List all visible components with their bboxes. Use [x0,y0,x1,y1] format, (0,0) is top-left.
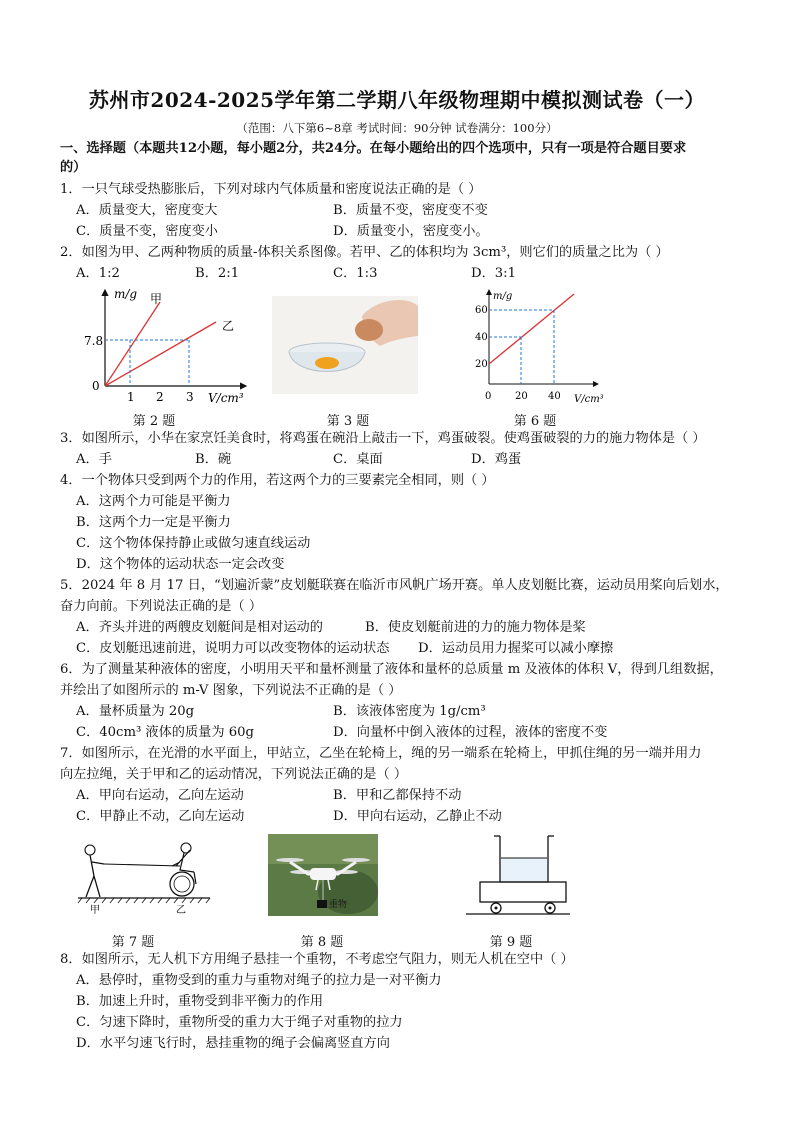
question-1-stem: 1．一只气球受热膨胀后，下列对球内气体质量和密度说法正确的是（ ） [60,182,482,197]
y-axis-label: m/g [493,291,513,302]
question-5-stem-cont: 奋力向前。下列说法正确的是（ ） [60,599,263,614]
question-9-figure [462,830,574,920]
egg [355,319,383,341]
exam-subtitle: （范围：八下第6~8章 考试时间：90分钟 试卷满分：100分） [236,121,558,135]
question-5-option-d: D．运动员用力握桨可以减小摩擦 [418,641,614,656]
figure-2-caption: 第 2 题 [132,414,176,429]
x-tick-label-3: 3 [186,390,194,404]
question-3-option-b: B．碗 [195,452,232,467]
origin-label: 0 [92,379,100,393]
weight-label: 重物 [329,900,348,910]
rope [104,864,180,866]
y-tick-20: 20 [475,359,488,370]
question-3-option-c: C．桌面 [333,452,383,467]
question-4-option-b: B．这两个力一定是平衡力 [76,515,231,530]
question-3-option-a: A．手 [76,452,112,467]
beaker-liquid [501,858,547,881]
label-b: 乙 [176,905,186,916]
exam-title: 苏州市2024-2025学年第二学期八年级物理期中模拟测试卷（一） [88,88,706,112]
question-2-option-d: D．3:1 [471,266,516,281]
x-tick-20: 20 [515,391,528,402]
question-8-stem: 8．如图所示，无人机下方用绳子悬挂一个重物，不考虑空气阻力，则无人机在空中（ ） [60,952,574,967]
x-tick-40: 40 [548,391,561,402]
person-a-head [85,845,95,855]
question-8-option-b: B．加速上升时，重物受到非平衡力的作用 [76,994,324,1009]
question-7-option-b: B．甲和乙都保持不动 [333,788,462,803]
figure-6-caption: 第 6 题 [513,414,557,429]
question-8-option-a: A．悬停时，重物受到的重力与重物对绳子的拉力是一对平衡力 [76,973,442,988]
question-3-photo [272,296,418,394]
question-2-graph [84,284,254,406]
question-6-option-a: A．量杯质量为 20g [76,704,195,719]
question-4-stem: 4．一个物体只受到两个力的作用，若这两个力的三要素完全相同，则（ ） [60,473,495,488]
question-4-option-a: A．这两个力可能是平衡力 [76,494,231,509]
question-3-stem: 3．如图所示，小华在家烹饪美食时，将鸡蛋在碗沿上敲击一下，鸡蛋破裂。使鸡蛋破裂的力的施力物体是（ ） [60,431,706,446]
question-7-option-d: D．甲向右运动，乙静止不动 [333,809,502,824]
wheelchair-hub [174,876,190,892]
question-7-stem: 7．如图所示，在光滑的水平面上，甲站立，乙坐在轮椅上，绳的另一端系在轮椅上，甲抓住绳的另一端并用力 [60,746,702,761]
question-5-option-b: B．使皮划艇前进的力的施力物体是桨 [365,620,586,635]
question-5-stem: 5．2024 年 8 月 17 日，“划遍沂蒙”皮划艇联赛在临沂市风帆广场开赛。单人皮划艇比赛，运动员用桨向后划水， [60,578,729,593]
cart-body [480,882,566,902]
figure-9-caption: 第 9 题 [489,935,533,950]
question-1-option-b: B．质量不变，密度变不变 [333,203,488,218]
figure-7-caption: 第 7 题 [111,935,155,950]
ground-hatch [78,898,210,903]
question-7-figure [76,836,212,918]
figure-3-caption: 第 3 题 [326,414,370,429]
question-1-option-a: A．质量变大，密度变大 [76,203,218,218]
x-axis-label: V/cm³ [208,391,244,405]
label-a: 甲 [90,905,100,916]
question-6-option-d: D．向量杯中倒入液体的过程，液体的密度不变 [333,725,608,740]
line-b-label: 乙 [222,319,235,333]
data-line [489,294,574,364]
section-heading: 一、选择题（本题共12小题，每小题2分，共24分。在每小题给出的四个选项中，只有一项是符合题目要求 [60,141,687,156]
question-5-option-c: C．皮划艇迅速前进，说明力可以改变物体的运动状态 [76,641,390,656]
line-b [105,322,216,386]
question-4-option-d: D．这个物体的运动状态一定会改变 [76,557,285,572]
question-7-option-c: C．甲静止不动，乙向左运动 [76,809,245,824]
question-1-option-c: C．质量不变，密度变小 [76,224,218,239]
question-4-option-c: C．这个物体保持静止或做匀速直线运动 [76,536,311,551]
line-a [105,302,160,386]
x-tick-0: 0 [485,391,492,402]
x-axis-label: V/cm³ [574,394,604,405]
x-tick-label-1: 1 [127,390,135,404]
y-tick-40: 40 [475,332,488,343]
question-8-option-d: D．水平匀速飞行时，悬挂重物的绳子会偏离竖直方向 [76,1036,390,1051]
question-3-option-d: D．鸡蛋 [471,452,522,467]
question-6-option-b: B．该液体密度为 1g/cm³ [333,704,486,719]
person-b-head [181,843,191,853]
question-2-stem: 2．如图为甲、乙两种物质的质量-体积关系图像。若甲、乙的体积均为 3cm³，则它们的质量之比为（ ） [60,245,669,260]
question-6-option-c: C．40cm³ 液体的质量为 60g [76,725,254,740]
question-8-option-c: C．匀速下降时，重物所受的重力大于绳子对重物的拉力 [76,1015,403,1030]
question-2-option-c: C．1:3 [333,266,378,281]
x-tick-label-2: 2 [156,390,164,404]
line-a-label: 甲 [150,292,163,306]
y-tick-label: 7.8 [84,334,104,348]
question-7-option-a: A．甲向右运动，乙向左运动 [76,788,244,803]
section-heading-cont: 的） [60,160,87,175]
question-7-stem-cont: 向左拉绳，关于甲和乙的运动情况，下列说法正确的是（ ） [60,767,408,782]
question-6-stem-cont: 并绘出了如图所示的 m-V 图象，下列说法不正确的是（ ） [60,683,402,698]
y-axis-label: m/g [114,287,138,301]
question-8-photo [268,834,378,916]
egg-yolk [315,357,339,369]
question-5-option-a: A．齐头并进的两艘皮划艇间是相对运动的 [76,620,323,635]
weight-block [317,900,327,908]
question-2-option-b: B．2:1 [195,266,240,281]
y-tick-60: 60 [475,305,488,316]
question-6-graph [468,284,608,406]
figure-8-caption: 第 8 题 [300,935,344,950]
person-a-body [86,855,104,897]
question-6-stem: 6．为了测量某种液体的密度，小明用天平和量杯测量了液体和量杯的总质量 m 及液体的体积 V，得到几组数据， [60,662,723,677]
question-2-option-a: A．1:2 [76,266,120,281]
question-1-option-d: D．质量变小，密度变小。 [333,224,489,239]
